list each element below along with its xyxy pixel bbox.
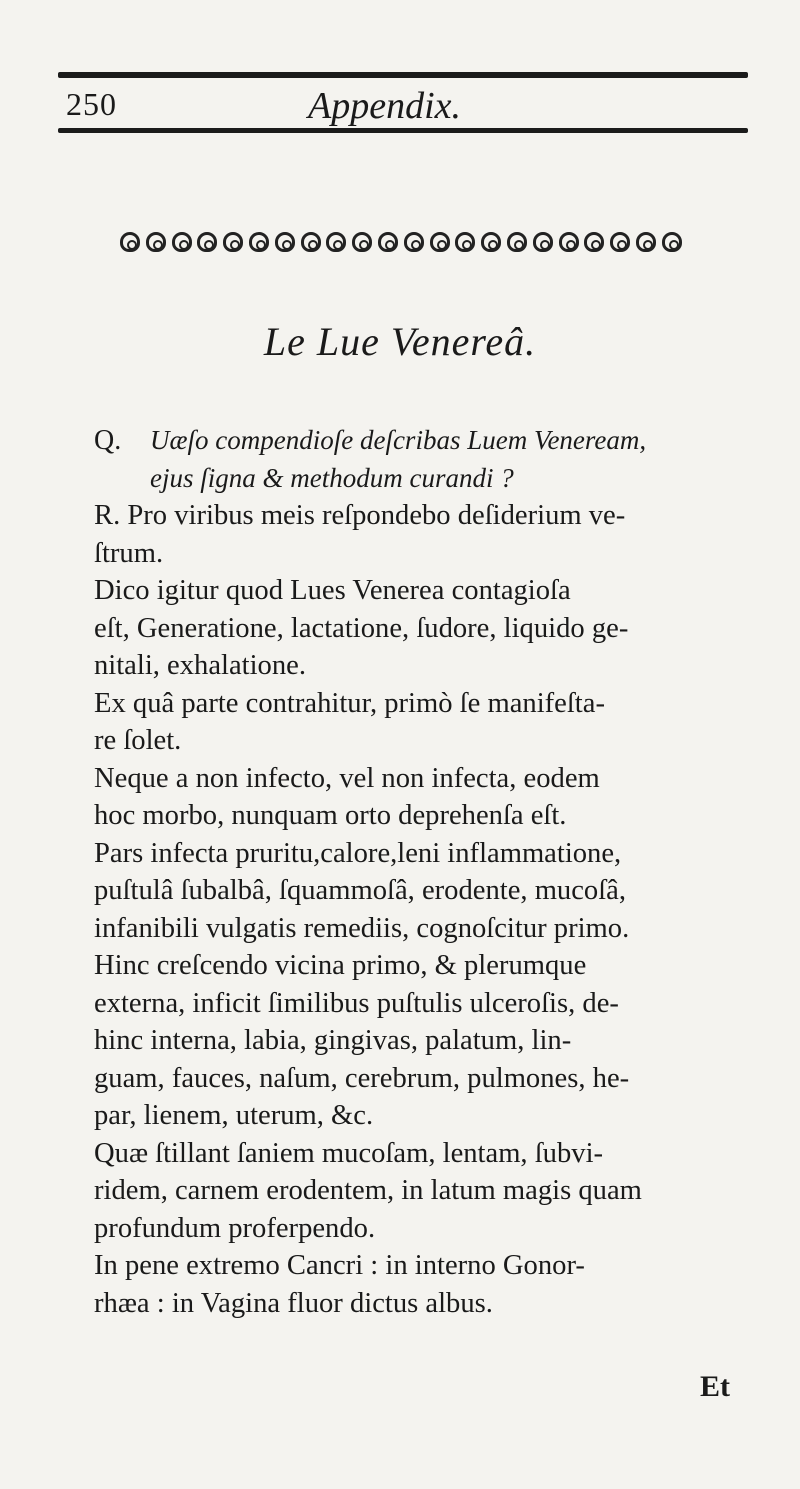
text-line: rhæa : in Vagina fluor dictus albus. [94, 1287, 493, 1319]
running-head: Appendix. [308, 85, 462, 127]
page-header [58, 82, 748, 130]
text-line: infanibili vulgatis remediis, cognoſcitur primo. [94, 912, 630, 944]
text-line: Ex quâ parte contrahitur, primò ſe manifeſta- [94, 687, 605, 719]
text-line: Dico igitur quod Lues Venerea contagioſa [94, 575, 571, 606]
question-marker: Q. [94, 425, 122, 456]
text-line: re ſolet. [94, 725, 182, 756]
answer-text [94, 497, 734, 1322]
text-line: guam, fauces, naſum, cerebrum, pulmones, he- [94, 1062, 630, 1094]
question-text-2: ejus ſigna & methodum curandi ? [150, 462, 514, 493]
question-text-1: Uæſo compendioſe deſcribas Luem Veneream, [150, 425, 647, 455]
text-line: hinc interna, labia, gingivas, palatum, lin- [94, 1025, 572, 1056]
text-line: Quæ ſtillant ſaniem mucoſam, lentam, ſubvi- [94, 1137, 604, 1169]
text-line: eſt, Generatione, lactatione, ſudore, liquido ge- [94, 612, 629, 644]
decorative-ornament-band [120, 228, 682, 256]
page-number: 250 [66, 86, 117, 122]
text-line: ſtrum. [94, 537, 164, 569]
text-line: Hinc creſcendo vicina primo, & plerumque [94, 950, 587, 981]
main-text [94, 422, 734, 1322]
top-rule [58, 72, 748, 78]
header-rule [58, 128, 748, 133]
text-line: nitali, exhalatione. [94, 650, 306, 681]
question-line-1 [94, 422, 734, 460]
section-title: Le Lue Venereâ. [263, 319, 537, 364]
text-line: R. Pro viribus meis reſpondebo deſiderium ve- [94, 500, 626, 531]
text-line: ridem, carnem erodentem, in latum magis quam [94, 1175, 642, 1206]
text-line: profundum proferpendo. [94, 1212, 376, 1244]
question-line-2 [94, 460, 734, 498]
text-line: externa, inficit ſimilibus puſtulis ulceroſis, de- [94, 987, 619, 1019]
text-line: par, lienem, uterum, &c. [94, 1100, 374, 1131]
text-line: Neque a non infecto, vel non infecta, eodem [94, 762, 600, 794]
text-line: hoc morbo, nunquam orto deprehenſa eſt. [94, 800, 567, 831]
catchword: Et [700, 1370, 730, 1403]
text-line: puſtulâ ſubalbâ, ſquammoſâ, erodente, mucoſâ, [94, 875, 627, 906]
text-line: In pene extremo Cancri : in interno Gonor- [94, 1250, 585, 1281]
text-line: Pars infecta pruritu,calore,leni inflammatione, [94, 837, 622, 869]
